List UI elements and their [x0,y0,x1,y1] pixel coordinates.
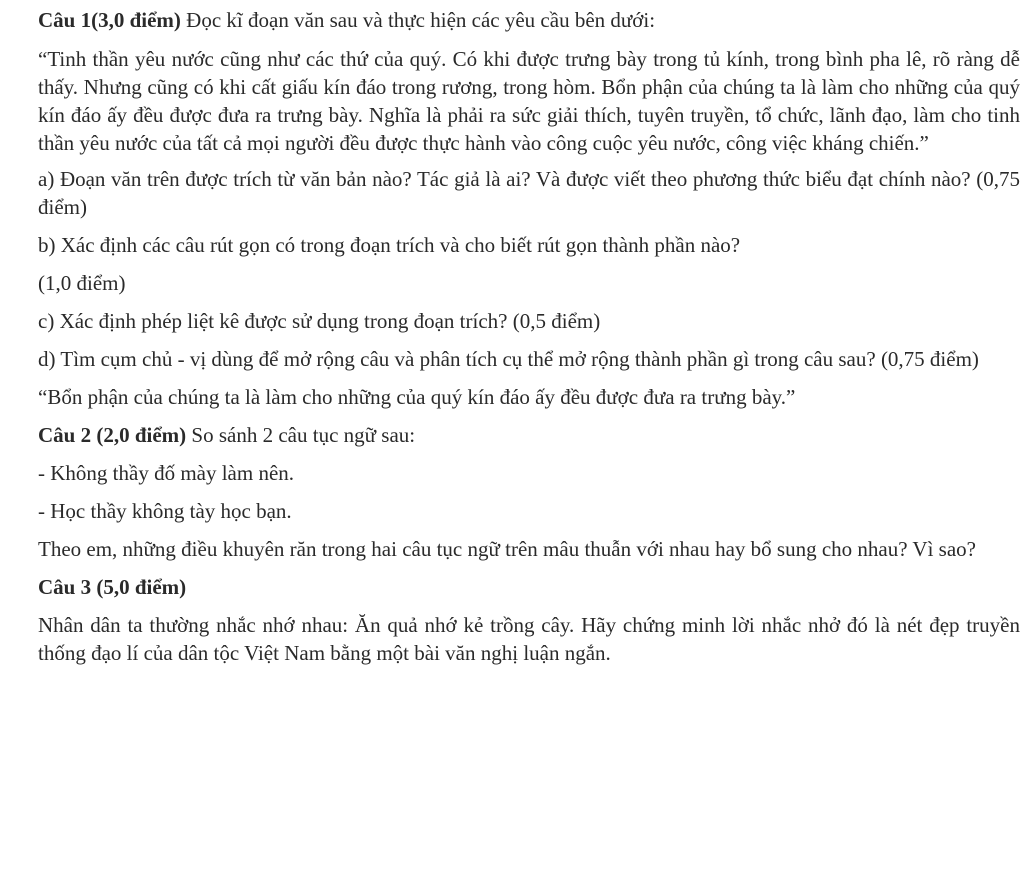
proverb-1: - Không thầy đố mày làm nên. [38,461,295,485]
question-2-header [38,421,1020,449]
question-1-instruction: Đọc kĩ đoạn văn sau và thực hiện các yêu cầu bên dưới: [180,8,656,32]
question-1-header [38,6,1020,34]
question-2-instruction: So sánh 2 câu tục ngữ sau: [186,423,416,447]
question-1-passage: “Tinh thần yêu nước cũng như các thứ của quý. Có khi được trưng bày trong tủ kính, trong bình pha lê, rõ ràng dễ thấy. Nhưng cũng có khi cất giấu kín đáo trong rương, trong hòm. Bổn phận của chúng ta là làm cho những của quý kín đáo ấy đều được đưa ra trưng bày. Nghĩa là phải ra sức giải thích, tuyên truyền, tổ chức, lãnh đạo, làm cho tinh thần yêu nước của tất cả mọi người đều được thực hành vào công cuộc yêu nước, công việc kháng chiến.” [38,47,1020,155]
question-1d: d) Tìm cụm chủ - vị dùng để mở rộng câu và phân tích cụ thể mở rộng thành phần gì trong câu sau? (0,75 điểm) [38,347,979,371]
question-1d-quote: “Bổn phận của chúng ta là làm cho những của quý kín đáo ấy đều được đưa ra trưng bày.” [38,385,796,409]
question-2-heading: Câu 2 (2,0 điểm) [38,423,187,447]
question-1b: b) Xác định các câu rút gọn có trong đoạn trích và cho biết rút gọn thành phần nào? [38,233,741,257]
exam-page [38,6,1020,667]
proverb-2: - Học thầy không tày học bạn. [38,499,292,523]
question-3-prompt: Nhân dân ta thường nhắc nhớ nhau: Ăn quả nhớ kẻ trồng cây. Hãy chứng minh lời nhắc nhở đó là nét đẹp truyền thống đạo lí của dân tộc Việt Nam bằng một bài văn nghị luận ngắn. [38,613,1020,665]
question-1b-score: (1,0 điểm) [38,271,126,295]
question-2-prompt: Theo em, những điều khuyên răn trong hai câu tục ngữ trên mâu thuẫn với nhau hay bổ sung cho nhau? Vì sao? [38,537,976,561]
question-3-heading: Câu 3 (5,0 điểm) [38,575,187,599]
question-1c: c) Xác định phép liệt kê được sử dụng trong đoạn trích? (0,5 điểm) [38,309,601,333]
question-1-heading: Câu 1(3,0 điểm) [38,8,181,32]
question-1a: a) Đoạn văn trên được trích từ văn bản nào? Tác giả là ai? Và được viết theo phương thức biểu đạt chính nào? (0,75 điểm) [38,167,1020,219]
